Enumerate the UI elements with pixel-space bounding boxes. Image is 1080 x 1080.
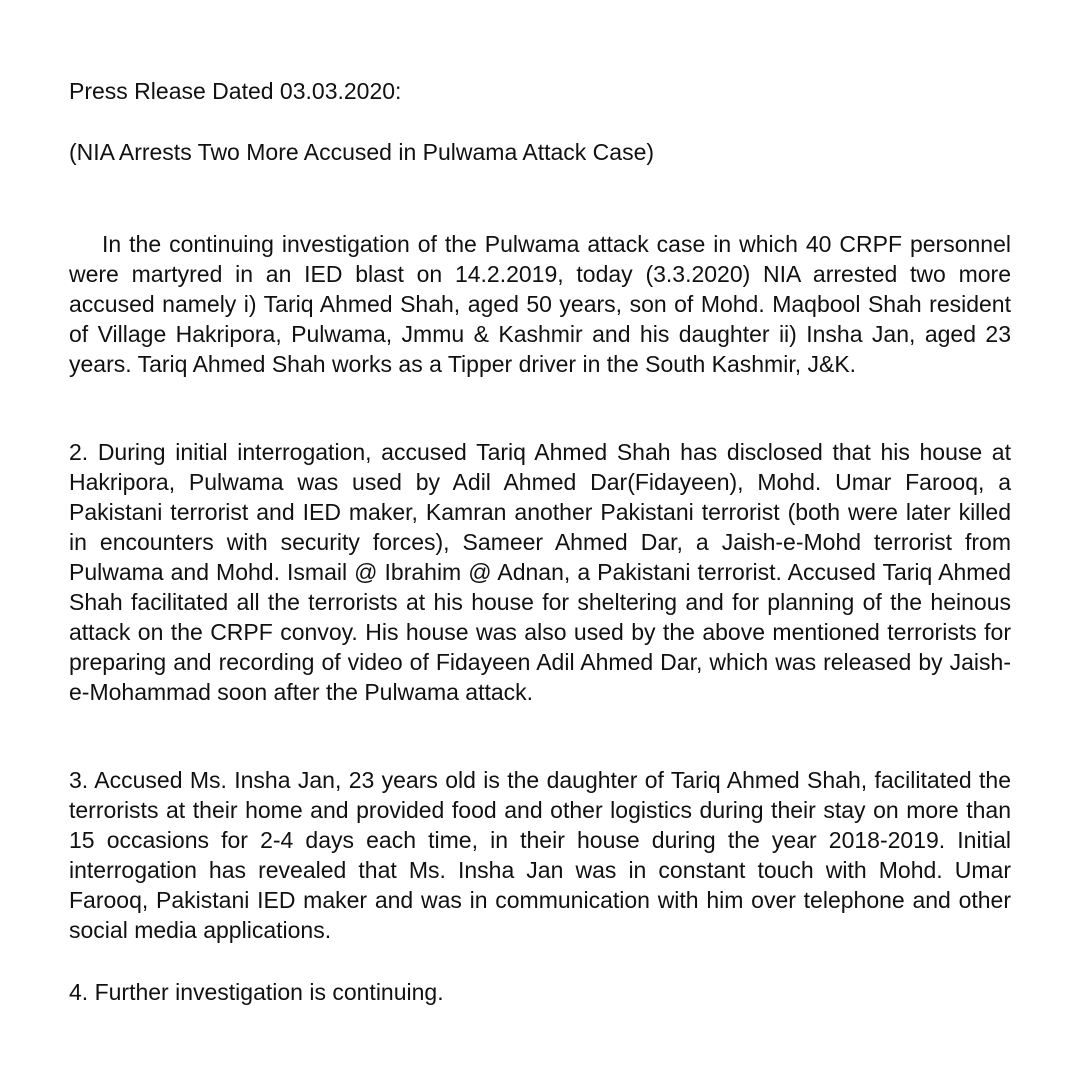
paragraph-intro: In the continuing investigation of the Pulwama attack case in which 40 CRPF personnel were martyred in an IED blast on 14.2.2019, today (3.3.2020) NIA arrested two more accused namely i) Tariq Ahmed Shah, aged 50 years, son of Mohd. Maqbool Shah resident of Village Hakripora, Pulwama, Jmmu & Kashmir and his daughter ii) Insha Jan, aged 23 years. Tariq Ahmed Shah works as a Tipper driver in the South Kashmir, J&K.: [69, 231, 1011, 377]
paragraph-4: 4. Further investigation is continuing.: [69, 979, 444, 1005]
paragraph-3: 3. Accused Ms. Insha Jan, 23 years old is the daughter of Tariq Ahmed Shah, facilitated the terrorists at their home and provided food and other logistics during their stay on more than 15 occasions for 2-4 days each time, in their house during the year 2018-2019. Initial interrogation has revealed that Ms. Insha Jan was in constant touch with Mohd. Umar Farooq, Pakistani IED maker and was in communication with him over telephone and other social media applications.: [69, 767, 1011, 943]
paragraph-2: 2. During initial interrogation, accused Tariq Ahmed Shah has disclosed that his house at Hakripora, Pulwama was used by Adil Ahmed Dar(Fidayeen), Mohd. Umar Farooq, a Pakistani terrorist and IED maker, Kamran another Pakistani terrorist (both were later killed in encounters with security forces), Sameer Ahmed Dar, a Jaish-e-Mohd terrorist from Pulwama and Mohd. Ismail @ Ibrahim @ Adnan, a Pakistani terrorist. Accused Tariq Ahmed Shah facilitated all the terrorists at his house for sheltering and for planning of the heinous attack on the CRPF convoy. His house was also used by the above mentioned terrorists for preparing and recording of video of Fidayeen Adil Ahmed Dar, which was released by Jaish-e-Mohammad soon after the Pulwama attack.: [69, 439, 1011, 705]
release-date-heading: Press Rlease Dated 03.03.2020:: [69, 78, 402, 104]
release-title: (NIA Arrests Two More Accused in Pulwama Attack Case): [69, 139, 655, 165]
